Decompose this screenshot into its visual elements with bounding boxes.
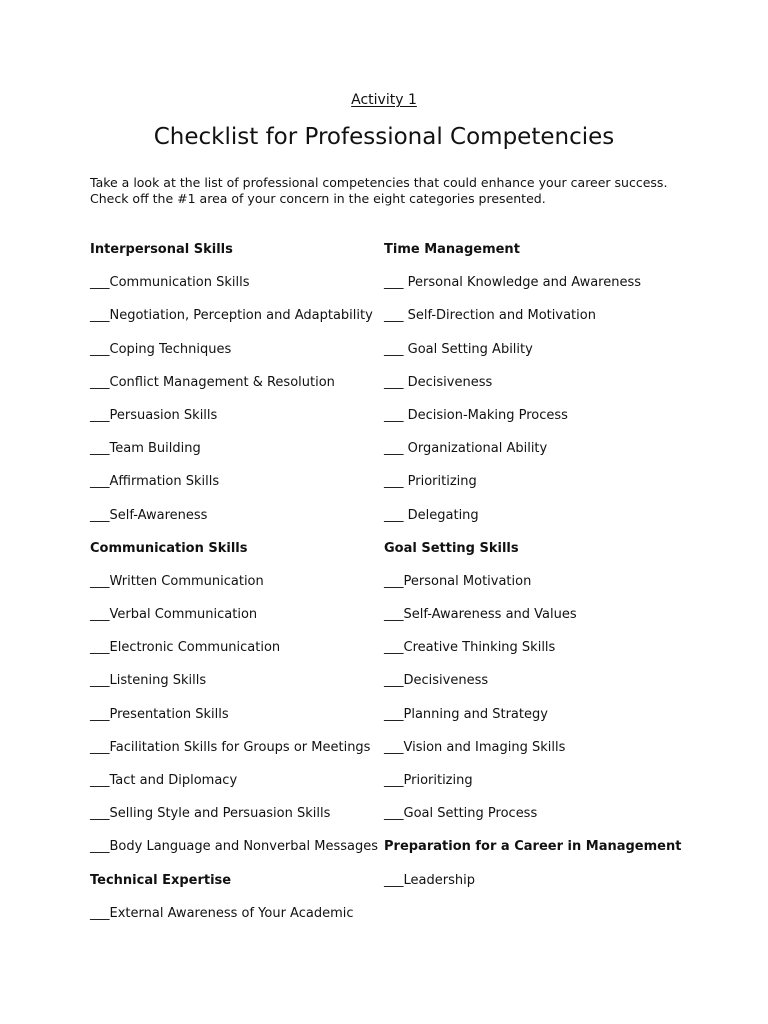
checklist-item: ___Coping Techniques: [90, 341, 232, 357]
left-column: [90, 241, 380, 938]
checklist-item: ___Written Communication: [90, 573, 264, 589]
activity-label: Activity 1: [351, 92, 417, 108]
checklist-item: ___Creative Thinking Skills: [384, 640, 556, 656]
checklist-item: ___Conflict Management & Resolution: [90, 374, 335, 390]
section-heading-interpersonal: Interpersonal Skills: [90, 242, 233, 257]
checklist-item: ___Body Language and Nonverbal Messages: [90, 839, 378, 855]
checklist-item: ___ Goal Setting Ability: [384, 341, 533, 357]
checklist-item: ___ Organizational Ability: [384, 441, 548, 457]
page-title: Checklist for Professional Competencies: [153, 124, 615, 150]
intro-line: Check off the #1 area of your concern in the eight categories presented.: [90, 190, 546, 206]
checklist-item: ___Vision and Imaging Skills: [384, 739, 566, 755]
checklist-item: ___Decisiveness: [384, 673, 489, 689]
checklist-item: ___Communication Skills: [90, 275, 250, 291]
checklist-item: ___ Decision-Making Process: [384, 407, 568, 423]
section-heading-time-management: Time Management: [384, 242, 520, 257]
section-heading-management: Preparation for a Career in Management: [384, 839, 682, 855]
checklist-item: ___Presentation Skills: [90, 706, 229, 722]
checklist-item: ___Negotiation, Perception and Adaptability: [90, 308, 373, 324]
checklist-item: ___External Awareness of Your Academic: [90, 905, 354, 921]
section-heading-goal-setting: Goal Setting Skills: [384, 540, 519, 556]
checklist-item: ___ Prioritizing: [384, 474, 477, 490]
checklist-item: ___ Decisiveness: [384, 374, 493, 390]
checklist-item: ___ Self-Direction and Motivation: [384, 308, 596, 324]
checklist-item: ___Self-Awareness: [90, 507, 208, 523]
checklist-item: ___Personal Motivation: [384, 573, 532, 589]
checklist-item: ___Planning and Strategy: [384, 706, 548, 722]
checklist-item: ___Prioritizing: [384, 773, 473, 788]
checklist-item: ___Verbal Communication: [90, 607, 258, 623]
right-column: [384, 241, 682, 905]
checklist-item: ___Leadership: [384, 872, 475, 888]
checklist-item: ___ Personal Knowledge and Awareness: [384, 275, 642, 291]
checklist-item: ___ Delegating: [384, 507, 479, 523]
checklist-item: ___Affirmation Skills: [90, 474, 220, 490]
checklist-item: ___Goal Setting Process: [384, 806, 538, 822]
checklist-item: ___Team Building: [90, 441, 201, 457]
section-heading-technical: Technical Expertise: [90, 872, 232, 888]
checklist-item: ___Self-Awareness and Values: [384, 607, 577, 623]
section-heading-communication: Communication Skills: [90, 540, 248, 556]
intro-line: Take a look at the list of professional competencies that could enhance your career success.: [90, 175, 668, 190]
checklist-item: ___Persuasion Skills: [90, 407, 218, 423]
checklist-item: ___Facilitation Skills for Groups or Meetings: [90, 739, 371, 755]
intro-paragraph: [90, 175, 690, 206]
checklist-item: ___Listening Skills: [90, 673, 207, 689]
checklist-item: ___Electronic Communication: [90, 640, 281, 656]
checklist-item: ___Selling Style and Persuasion Skills: [90, 806, 331, 822]
checklist-item: ___Tact and Diplomacy: [90, 773, 238, 788]
